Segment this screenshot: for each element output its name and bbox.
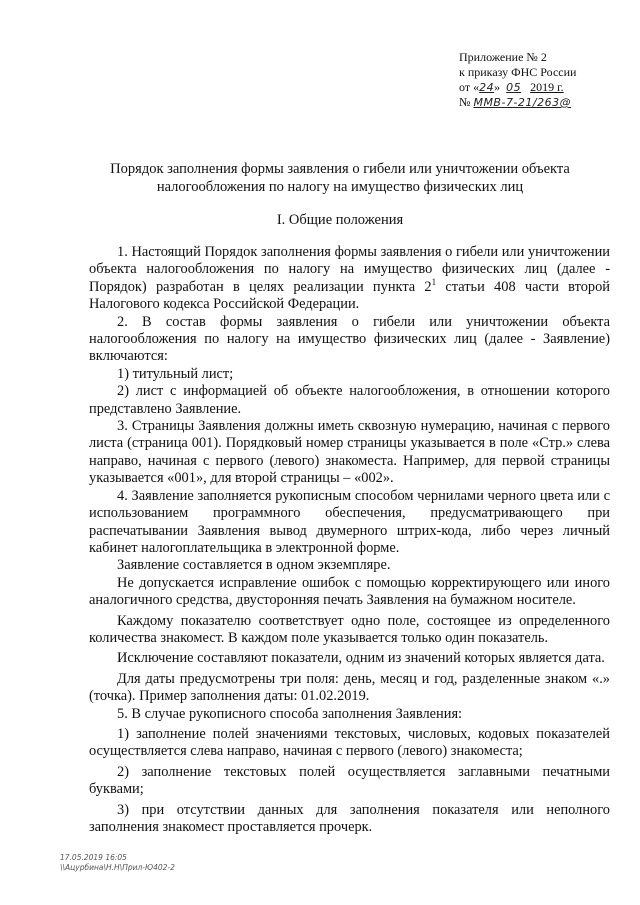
paragraph-3: 3. Страницы Заявления должны иметь сквозную нумерацию, начиная с первого листа (страница 001). Порядковый номер страницы указывается в поле «Стр.» слева направо, начиная с первого (левого) знакоместа. Например, для первой страницы указывается «001», для второй страницы – «002». [89, 418, 610, 487]
annex-date-year: 2019 г. [530, 80, 564, 94]
paragraph-5-item-3: 3) при отсутствии данных для заполнения показателя или неполного заполнения знакомест проставляется прочерк. [89, 801, 610, 835]
document-title: Порядок заполнения формы заявления о гибели или уничтожении объекта налогообложения по налогу на имущество физических лиц [110, 161, 570, 195]
section-heading: I. Общие положения [276, 212, 404, 228]
paragraph-2: 2. В состав формы заявления о гибели или уничтожении объекта налогообложения по налогу на имущество физических лиц (далее - Заявление) включаются: [89, 313, 610, 365]
annex-date-month: 05 [506, 81, 522, 94]
footer-file-path: \\Ацурбина\Н.Н\Прил-Ю402-2 [60, 863, 175, 872]
annex-number: № ММВ-7-21/263@ [459, 95, 572, 109]
paragraph-1: 1. Настоящий Порядок заполнения формы заявления о гибели или уничтожении объекта налогообложения по налогу на имущество физических лиц (далее - Порядок) разработан в целях реализации пункта $2^1$ статьи 408 части второй Налогового кодекса Российской Федерации. [89, 244, 610, 313]
paragraph-4-single-copy: Заявление составляется в одном экземпляре. [117, 557, 391, 574]
paragraph-5-item-2: 2) заполнение текстовых полей осуществляется заглавными печатными буквами; [89, 763, 610, 798]
annex-number-value: ММВ-7-21/263@ [473, 96, 572, 109]
paragraph-5-item-1: 1) заполнение полей значениями текстовых, числовых, кодовых показателей осуществляется слева направо, начиная с первого (левого) знакоместа; [89, 725, 610, 760]
paragraph-4-date-format: Для даты предусмотрены три поля: день, месяц и год, разделенные знаком «.» (точка). Пример заполнения даты: 01.02.2019. [89, 670, 610, 705]
footer-timestamp: 17.05.2019 16:05 [60, 853, 127, 862]
annex-date: от «24» 05 2019 г. [459, 80, 564, 94]
paragraph-4-fields: Каждому показателю соответствует одно поле, состоящее из определенного количества знакомест. В каждом поле указывается только один показатель. [89, 612, 610, 646]
annex-order-ref: к приказу ФНС России [459, 65, 577, 79]
annex-date-day: 24 [479, 81, 495, 94]
paragraph-4-no-corrections: Не допускается исправление ошибок с помощью корректирующего или иного аналогичного средства, двусторонняя печать Заявления на бумажном носителе. [89, 574, 610, 609]
paragraph-4: 4. Заявление заполняется рукописным способом чернилами черного цвета или с использованием программного обеспечения, предусматривающего при распечатывании Заявления вывод двумерного штрих-кода, либо через личный кабинет налогоплательщика в электронной форме. [89, 487, 610, 556]
annex-header [459, 50, 576, 110]
annex-title: Приложение № 2 [459, 50, 547, 64]
paragraph-5: 5. В случае рукописного способа заполнения Заявления: [117, 705, 463, 722]
paragraph-4-exception: Исключение составляют показатели, одним из значений которых является дата. [117, 650, 605, 667]
file-footer [60, 853, 175, 873]
paragraph-2-item-1: 1) титульный лист; [117, 365, 234, 382]
document-body [89, 244, 610, 836]
paragraph-2-item-2: 2) лист с информацией об объекте налогообложения, в отношении которого представлено Заявление. [89, 383, 610, 417]
